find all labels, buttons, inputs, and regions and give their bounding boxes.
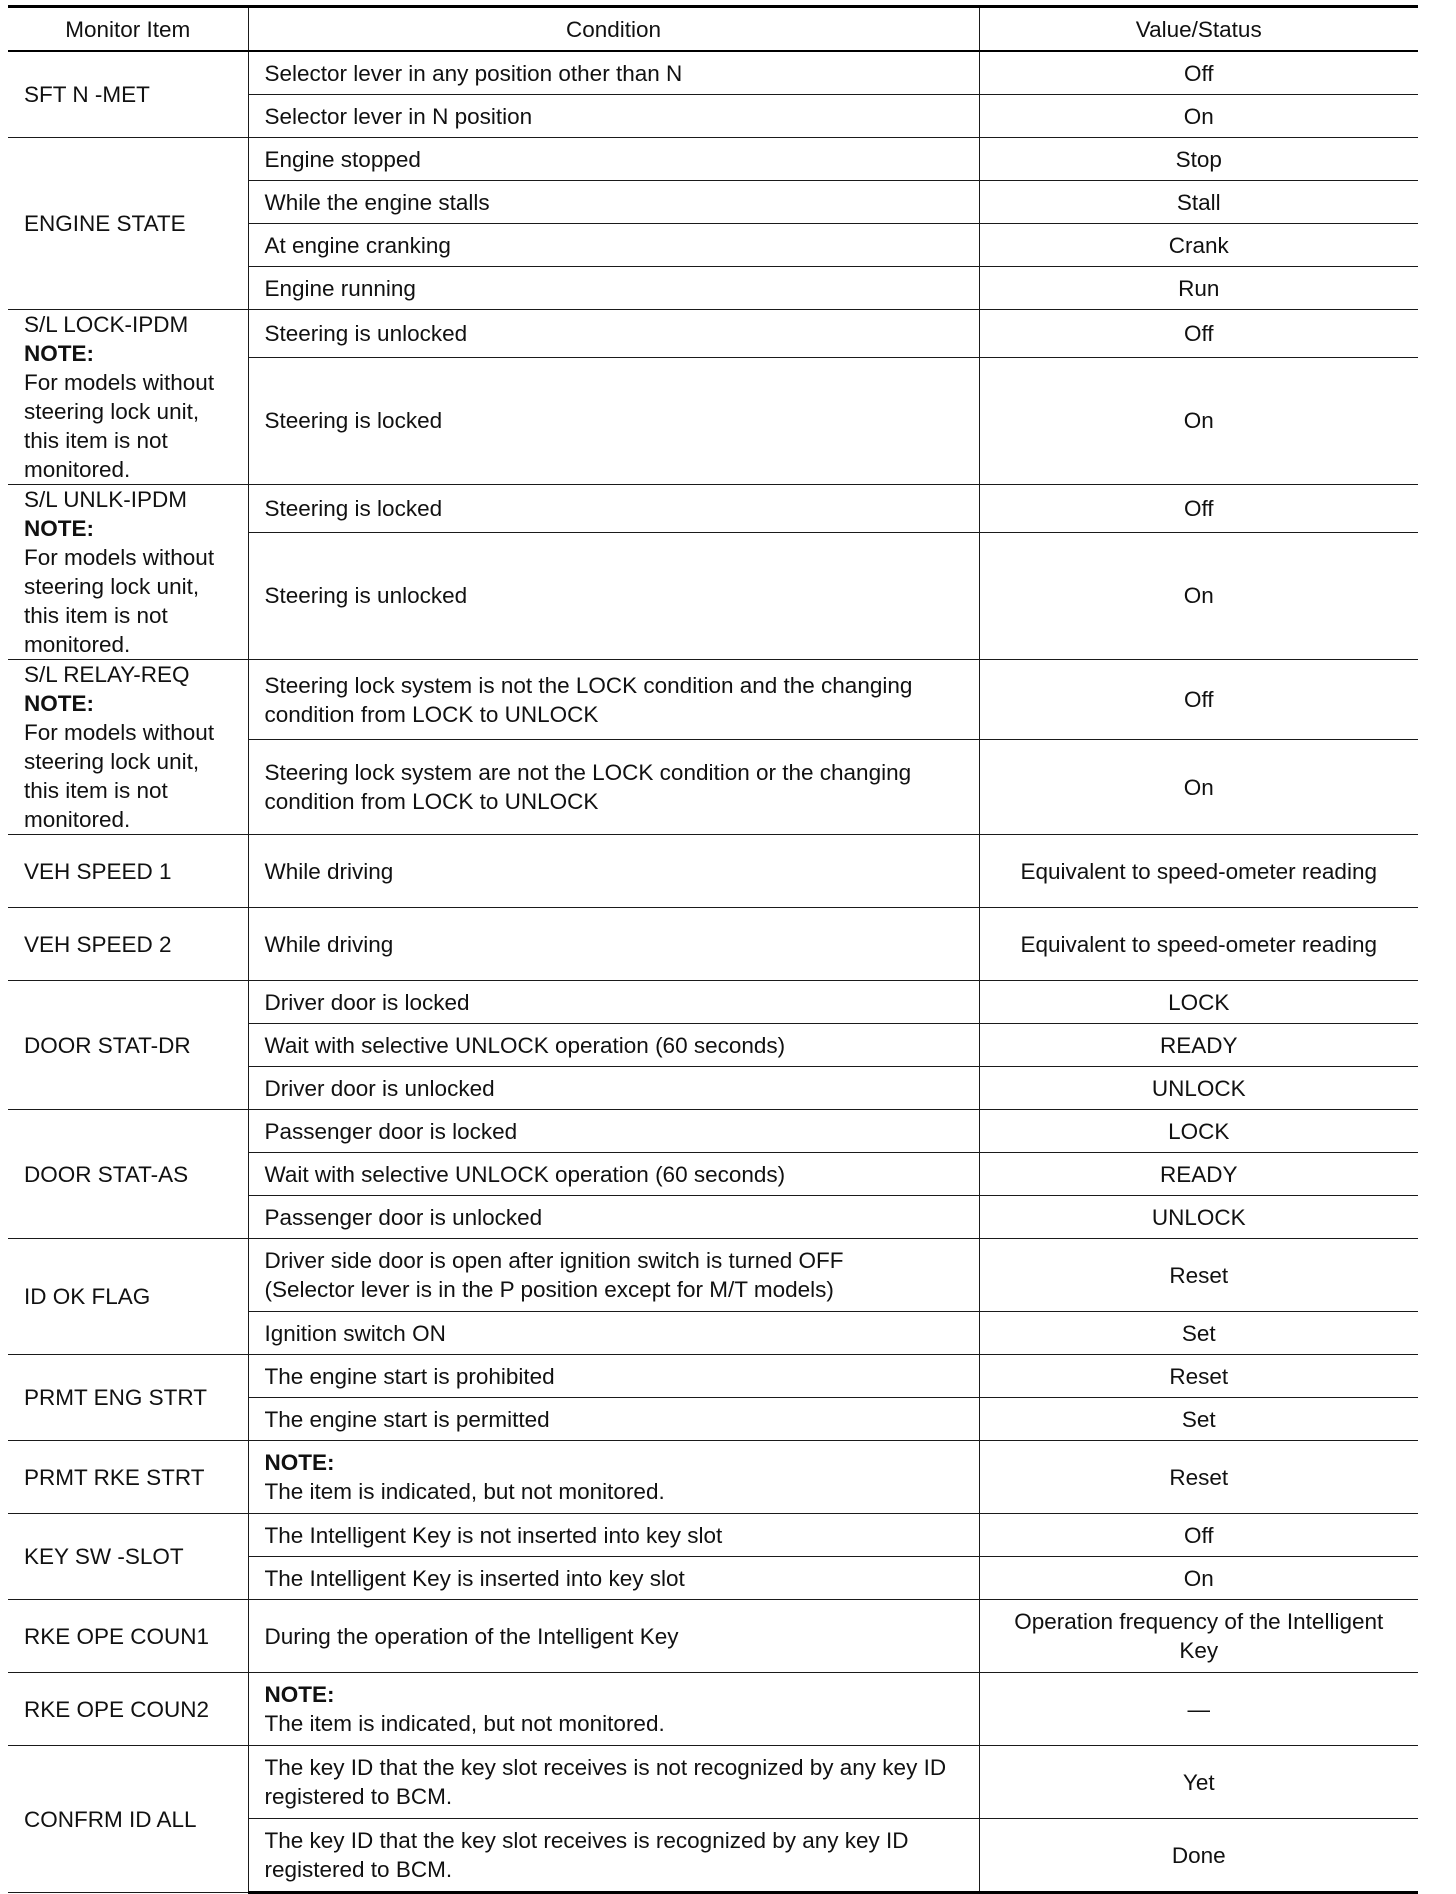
table-row bbox=[8, 1600, 1418, 1673]
condition-cell: Wait with selective UNLOCK operation (60 seconds) bbox=[248, 1153, 979, 1196]
condition-cell: Engine stopped bbox=[248, 138, 979, 181]
value-cell: READY bbox=[979, 1024, 1418, 1067]
note-text: For models without steering lock unit, this item is not monitored. bbox=[24, 545, 215, 657]
table-row bbox=[8, 1673, 1418, 1746]
condition-cell: Steering is unlocked bbox=[248, 532, 979, 659]
condition-cell: Steering is locked bbox=[248, 357, 979, 484]
monitor-item-cell: ENGINE STATE bbox=[8, 138, 248, 310]
note-label: NOTE: bbox=[264, 1450, 335, 1475]
monitor-item-cell bbox=[8, 310, 248, 485]
value-cell: Equivalent to speed-ometer reading bbox=[979, 835, 1418, 908]
condition-cell: Wait with selective UNLOCK operation (60 seconds) bbox=[248, 1024, 979, 1067]
table-row bbox=[8, 1514, 1418, 1557]
header-monitor-item: Monitor Item bbox=[8, 7, 248, 52]
monitor-item-cell: KEY SW -SLOT bbox=[8, 1514, 248, 1600]
monitor-item-cell: SFT N -MET bbox=[8, 51, 248, 138]
value-cell: Off bbox=[979, 485, 1418, 533]
value-cell: Reset bbox=[979, 1355, 1418, 1398]
value-cell: Reset bbox=[979, 1441, 1418, 1514]
note-text: For models without steering lock unit, this item is not monitored. bbox=[24, 370, 215, 482]
condition-cell: While driving bbox=[248, 835, 979, 908]
condition-cell: The engine start is permitted bbox=[248, 1398, 979, 1441]
monitor-item-cell: PRMT ENG STRT bbox=[8, 1355, 248, 1441]
value-cell: READY bbox=[979, 1153, 1418, 1196]
value-cell: On bbox=[979, 95, 1418, 138]
condition-cell: Driver door is unlocked bbox=[248, 1067, 979, 1110]
table-row bbox=[8, 1355, 1418, 1398]
value-cell: LOCK bbox=[979, 981, 1418, 1024]
header-value-status: Value/Status bbox=[979, 7, 1418, 52]
note-label: NOTE: bbox=[264, 1682, 335, 1707]
note-text: The item is indicated, but not monitored. bbox=[264, 1479, 665, 1504]
condition-cell: Steering is locked bbox=[248, 485, 979, 533]
condition-cell: Steering lock system is not the LOCK condition and the changing condition from LOCK to UNLOCK bbox=[248, 660, 979, 740]
monitor-item-cell: RKE OPE COUN1 bbox=[8, 1600, 248, 1673]
table-row bbox=[8, 908, 1418, 981]
value-cell: Done bbox=[979, 1819, 1418, 1893]
condition-cell: Selector lever in N position bbox=[248, 95, 979, 138]
value-cell: Yet bbox=[979, 1746, 1418, 1819]
condition-cell: The Intelligent Key is not inserted into key slot bbox=[248, 1514, 979, 1557]
condition-cell: Driver door is locked bbox=[248, 981, 979, 1024]
condition-cell: The key ID that the key slot receives is not recognized by any key ID registered to BCM. bbox=[248, 1746, 979, 1819]
value-cell: UNLOCK bbox=[979, 1196, 1418, 1239]
value-cell: — bbox=[979, 1673, 1418, 1746]
condition-cell bbox=[248, 1441, 979, 1514]
condition-cell: The key ID that the key slot receives is recognized by any key ID registered to BCM. bbox=[248, 1819, 979, 1893]
monitor-item-cell: VEH SPEED 1 bbox=[8, 835, 248, 908]
monitor-item-name: S/L UNLK-IPDM bbox=[24, 487, 187, 512]
table-row bbox=[8, 1239, 1418, 1312]
value-cell: Run bbox=[979, 267, 1418, 310]
condition-cell: Steering lock system are not the LOCK condition or the changing condition from LOCK to UNLOCK bbox=[248, 740, 979, 835]
value-cell: Equivalent to speed-ometer reading bbox=[979, 908, 1418, 981]
condition-cell: Ignition switch ON bbox=[248, 1312, 979, 1355]
monitor-item-table bbox=[8, 5, 1418, 1894]
condition-cell: Selector lever in any position other than N bbox=[248, 51, 979, 95]
condition-cell bbox=[248, 1673, 979, 1746]
monitor-item-name: S/L RELAY-REQ bbox=[24, 662, 190, 687]
monitor-item-cell: VEH SPEED 2 bbox=[8, 908, 248, 981]
condition-cell: Passenger door is locked bbox=[248, 1110, 979, 1153]
monitor-item-cell: DOOR STAT-AS bbox=[8, 1110, 248, 1239]
note-label: NOTE: bbox=[24, 691, 94, 716]
value-cell: Off bbox=[979, 1514, 1418, 1557]
monitor-item-cell bbox=[8, 485, 248, 660]
table-row bbox=[8, 1746, 1418, 1819]
note-text: For models without steering lock unit, this item is not monitored. bbox=[24, 720, 215, 832]
table-header-row bbox=[8, 7, 1418, 52]
value-cell: On bbox=[979, 740, 1418, 835]
table-row bbox=[8, 660, 1418, 740]
note-label: NOTE: bbox=[24, 341, 94, 366]
monitor-item-cell: DOOR STAT-DR bbox=[8, 981, 248, 1110]
monitor-item-name: S/L LOCK-IPDM bbox=[24, 312, 189, 337]
monitor-item-cell: ID OK FLAG bbox=[8, 1239, 248, 1355]
table-row bbox=[8, 981, 1418, 1024]
condition-cell: The Intelligent Key is inserted into key slot bbox=[248, 1557, 979, 1600]
value-cell: Crank bbox=[979, 224, 1418, 267]
note-label: NOTE: bbox=[24, 516, 94, 541]
header-condition: Condition bbox=[248, 7, 979, 52]
note-text: The item is indicated, but not monitored. bbox=[264, 1711, 665, 1736]
value-cell: On bbox=[979, 357, 1418, 484]
value-cell: Off bbox=[979, 310, 1418, 358]
condition-cell: At engine cranking bbox=[248, 224, 979, 267]
value-cell: Set bbox=[979, 1398, 1418, 1441]
condition-cell: Steering is unlocked bbox=[248, 310, 979, 358]
table-row bbox=[8, 51, 1418, 95]
table-row bbox=[8, 1110, 1418, 1153]
condition-cell: Engine running bbox=[248, 267, 979, 310]
value-cell: LOCK bbox=[979, 1110, 1418, 1153]
table-row bbox=[8, 1441, 1418, 1514]
value-cell: Off bbox=[979, 51, 1418, 95]
table-row bbox=[8, 485, 1418, 533]
condition-cell: Passenger door is unlocked bbox=[248, 1196, 979, 1239]
monitor-item-cell bbox=[8, 660, 248, 835]
condition-cell: While driving bbox=[248, 908, 979, 981]
condition-line: (Selector lever is in the P position except for M/T models) bbox=[264, 1277, 834, 1302]
value-cell: Off bbox=[979, 660, 1418, 740]
value-cell: Set bbox=[979, 1312, 1418, 1355]
table-row bbox=[8, 138, 1418, 181]
value-cell: Operation frequency of the Intelligent Key bbox=[979, 1600, 1418, 1673]
monitor-item-cell: PRMT RKE STRT bbox=[8, 1441, 248, 1514]
condition-cell: While the engine stalls bbox=[248, 181, 979, 224]
table-row bbox=[8, 835, 1418, 908]
table-row bbox=[8, 310, 1418, 358]
condition-line: Driver side door is open after ignition switch is turned OFF bbox=[264, 1248, 844, 1273]
condition-cell: The engine start is prohibited bbox=[248, 1355, 979, 1398]
value-cell: UNLOCK bbox=[979, 1067, 1418, 1110]
monitor-item-cell: CONFRM ID ALL bbox=[8, 1746, 248, 1893]
value-cell: Reset bbox=[979, 1239, 1418, 1312]
monitor-item-cell: RKE OPE COUN2 bbox=[8, 1673, 248, 1746]
value-cell: Stop bbox=[979, 138, 1418, 181]
condition-cell: During the operation of the Intelligent Key bbox=[248, 1600, 979, 1673]
value-cell: Stall bbox=[979, 181, 1418, 224]
value-cell: On bbox=[979, 532, 1418, 659]
condition-cell bbox=[248, 1239, 979, 1312]
value-cell: On bbox=[979, 1557, 1418, 1600]
